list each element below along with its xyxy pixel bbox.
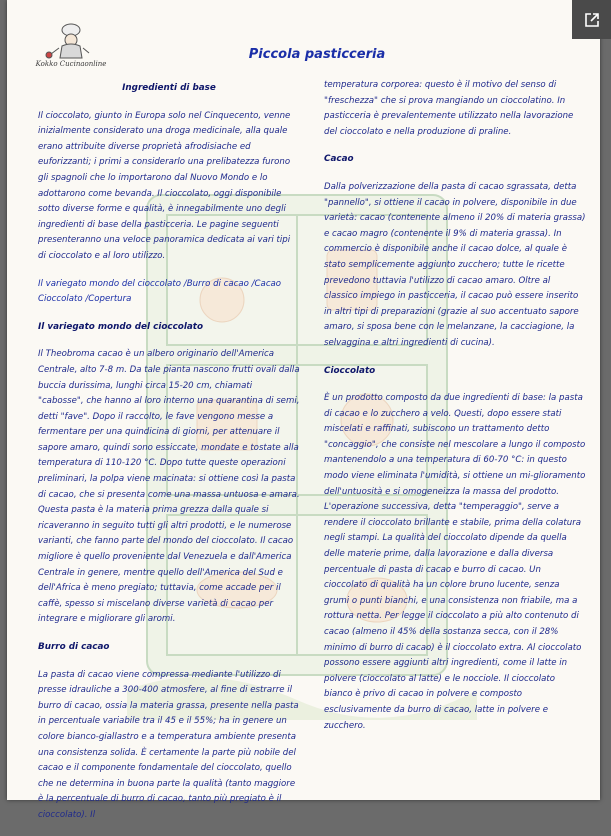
paragraph-cioccolato: È un prodotto composto da due ingredienti di base: la pasta di cacao e lo zucchero a velo. Questi, dopo essere stati miscelati e raffinati, subiscono un trattamento detto "concaggio", che consiste nel mescolare a lungo il composto mantenendolo a una temperatura di 60-70 °C: in questo modo viene eliminata l'umidità, si ottiene un mi-glioramento dell'untuosità e si omogeneizza la massa del prodotto. L'operazione successiva, detta "temperaggio", serve a rendere il cioccolato brillante e stabile, prima della colatura negli stampi. La qualità del cioccolato dipende da quella delle materie prime, dalla lavorazione e dalla diversa percentuale di pasta di cacao e burro di cacao. Un cioccolato di qualità ha un colore bruno lucente, senza grumi o punti bianchi, e una consistenza non friabile, ma a rottura netta. Per legge il cioccolato a più alto contenuto di cacao (almeno il 45% della sostanza secca, con il 28% minimo di burro di cacao) è il cioccolato extra. Al cioccolato possono essere aggiunti altri ingredienti, come il latte in polvere (cioccolato al latte) e le nocciole. Il cioccolato bianco è privo di cacao in polvere e composto esclusivamente da burro di cacao, latte in polvere e zucchero. bbox=[324, 393, 586, 731]
right-column bbox=[324, 78, 586, 746]
heading-variegato: Il variegato mondo del cioccolato bbox=[38, 321, 204, 332]
link-cioccolato[interactable]: Cioccolato bbox=[38, 294, 83, 305]
heading-cioccolato: Cioccolato bbox=[324, 365, 376, 376]
logo-text: Kokko Cucinaonline bbox=[35, 60, 107, 68]
link-cacao[interactable]: Cacao bbox=[254, 278, 282, 289]
paragraph-intro: Il cioccolato, giunto in Europa solo nel Cinquecento, venne inizialmente considerato una droga medicinale, alla quale erano attribuite diverse proprietà afrodisiache ed euforizzanti; i primi a considerarlo una prelibatezza furono gli spagnoli che lo importarono dal Nuovo Mondo e lo adottarono come bevanda. Il cioccolato, oggi disponibile sotto diverse forme e qualità, è innegabilmente uno degli ingredienti di base della pasticceria. Le pagine seguenti presenteranno una veloce panoramica dedicata ai vari tipi di cioccolato e al loro utilizzo. bbox=[38, 110, 291, 261]
paragraph-cacao: Dalla polverizzazione della pasta di cacao sgrassata, detta "pannello", si ottiene il cacao in polvere, disponibile in due varietà: cacao (contenente almeno il 20% di materia grassa) e cacao magro (contenente il 9% di materia grassa). In commercio è disponibile anche il cacao dolce, al quale è stato semplicemente aggiunto zucchero; tutte le ricette prevedono tuttavia l'utilizzo di cacao amaro. Oltre al classico impiego in pasticceria, il cacao può essere inserito in altri tipi di preparazioni (grazie al suo accentuato sapore amaro, si sposa bene con le melanzane, la cacciagione, la selvaggina e altri ingredienti di cucina). bbox=[324, 181, 586, 348]
left-column bbox=[38, 78, 300, 836]
paragraph-variegato: Il Theobroma cacao è un albero originario dell'America Centrale, alto 7-8 m. Da tale pianta nascono frutti ovali dalla buccia durissima, lunghi circa 15-20 cm, chiamati "cabosse", che hanno al loro interno una quarantina di semi, detti "fave". Dopo il raccolto, le fave vengono messe a fermentare per una quindicina di giorni, per attenuare il sapore amaro, quindi sono essiccate, mondate e tostate alla temperatura di 110-120 °C. Dopo tutte queste operazioni preliminari, la polpa viene macinata: si ottiene così la pasta di cacao, che si presenta come una massa untuosa e amara. Questa pasta è la materia prima grezza dalla quale si ricaveranno in seguito tutti gli altri prodotti, e le numerose varianti, che fanno parte del mondo del cioccolato. Il cacao migliore è quello proveniente dal Venezuela e dall'America Centrale in genere, mentre quello dell'America del Sud e dell'Africa è meno pregiato; tuttavia, come accade per il caffè, spesso si miscelano diverse varietà di cacao per integrare e migliorare gli aromi. bbox=[38, 349, 300, 625]
chef-logo-icon bbox=[31, 22, 111, 62]
section-links: Il variegato mondo del cioccolato /Burro di cacao /Cacao Cioccolato /Copertura bbox=[38, 278, 282, 305]
heading-burro: Burro di cacao bbox=[38, 642, 110, 652]
paragraph-burro: La pasta di cacao viene compressa mediante l'utilizzo di presse idrauliche a 300-400 atmosfere, al fine di estrarre il burro di cacao, ossia la materia grassa, presente nella pasta in percentuale variabile tra il 45 e il 55%; ha in genere un colore bianco-giallastro e a temperatura ambiente presenta una consistenza solida. È certamente la parte più nobile del cacao e il componente fondamentale del cioccolato, quello che ne determina in buona parte la qualità (tanto maggiore è la percentuale di burro di cacao, tanto più pregiato è il cioccolato). Il bbox=[38, 669, 299, 820]
open-external-icon bbox=[584, 12, 600, 28]
link-copertura[interactable]: Copertura bbox=[88, 294, 132, 305]
site-logo bbox=[31, 22, 111, 72]
heading-cacao: Cacao bbox=[324, 154, 354, 165]
popout-button[interactable] bbox=[572, 0, 611, 39]
page-title: Piccola pasticceria bbox=[248, 47, 386, 62]
link-burro[interactable]: Burro di cacao bbox=[186, 278, 249, 289]
link-variegato[interactable]: Il variegato mondo del cioccolato bbox=[38, 278, 182, 289]
heading-ingredienti: Ingredienti di base bbox=[122, 83, 216, 93]
document-page bbox=[7, 0, 600, 820]
paragraph-burro-continued: temperatura corporea: questo è il motivo del senso di "freschezza" che si prova mangiando un cioccolatino. In pasticceria è prevalentemente utilizzato nella lavorazione del cioccolato e nella produzione di praline. bbox=[324, 80, 574, 137]
